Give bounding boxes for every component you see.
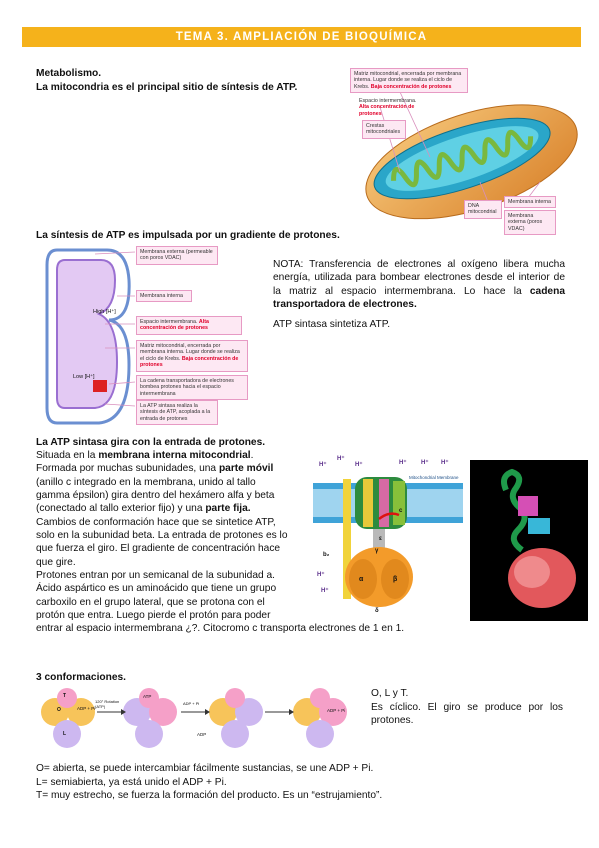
proton-label: H⁺ [337, 456, 345, 462]
delta-label: δ [375, 608, 379, 614]
c-label: c [399, 508, 403, 514]
proton-label: H⁺ [321, 588, 329, 594]
section3-line: (anillo c integrado en la membrana, unido al tallo [36, 477, 256, 488]
note-paragraph: NOTA: Transferencia de electrones al oxígeno libera mucha energía, utilizada para bombear electrones desde el interior de la matriz al espacio intermembrana. Lo hace la cadena transportadora de electrones. [273, 259, 565, 310]
section3-line: que fuerza el giro. El gradiente de concentración hace [36, 543, 281, 554]
cycle-l-label: L [63, 731, 67, 737]
atp-synthase-structure-image [470, 460, 588, 621]
fig2-label-matrix: Matriz mitocondrial, encerrada por membrana interna. Lugar donde se realiza el ciclo de Krebs. Baja concentración de protones [136, 340, 248, 372]
fig1-label-outer: Membrana externa (poros VDAC) [504, 210, 556, 235]
fig1-label-dna: DNA mitocondrial [464, 200, 502, 219]
fig2-low-label: Low [H⁺] [73, 374, 95, 380]
atp-synthase-figure [313, 449, 463, 621]
proton-label: H⁺ [355, 462, 363, 468]
fig2-label-atp: La ATP sintasa realiza la síntesis de ATP, acoplada a la entrada de protones [136, 400, 218, 425]
section3-line: carboxilo en el grupo lateral, que se protona con el [36, 597, 265, 608]
section3-line: (conectado al tallo exterior fijo) y una parte fija. [36, 503, 251, 514]
proton-label: H⁺ [399, 460, 407, 466]
note-atp-line: ATP sintasa sintetiza ATP. [273, 319, 391, 330]
proton-label: H⁺ [319, 462, 327, 468]
fig2-high-label: High [H⁺] [93, 309, 116, 315]
section4-side2: Es cíclico. El giro se produce por los protones. [371, 702, 563, 727]
proton-label: H⁺ [441, 460, 449, 466]
proton-label: H⁺ [421, 460, 429, 466]
section3-line: Formada por muchas subunidades, una parte móvil [36, 463, 274, 474]
fig2-label-space: Espacio intermembrana. Alta concentración de protones [136, 316, 242, 335]
def-l: L= semiabierta, ya está unido el ADP + Pi. [36, 777, 227, 788]
atp-membrane-label: Mitochondrial Membrane [409, 475, 459, 480]
section4-heading: 3 conformaciones. [36, 672, 127, 683]
proton-label: H⁺ [317, 572, 325, 578]
page-header: TEMA 3. AMPLIACIÓN DE BIOQUÍMICA [22, 27, 581, 47]
section3-line: Cambios de conformación hace que se sintetice ATP, [36, 517, 276, 528]
cycle-o-label: O [57, 707, 61, 713]
cycle-step2-label: ADP + Pi [183, 701, 200, 706]
beta-label: β [393, 576, 398, 583]
alpha-label: α [359, 576, 364, 583]
cycle-adp-pi-label: ADP + Pi [77, 706, 96, 711]
mitochondria-figure-1 [340, 62, 580, 232]
fig1-label-inner: Membrana interna [504, 196, 556, 208]
b2-label: b₂ [323, 552, 330, 558]
fig1-label-cristae: Crestas mitocondriales [362, 120, 406, 139]
fig1-label-space: Espacio intermembrana. Alta concentración de protones [359, 98, 417, 117]
section4-side1: O, L y T. [371, 688, 409, 699]
section1-heading: Metabolismo. [36, 68, 102, 79]
def-o: O= abierta, se puede intercambiar fácilmente sustancias, se une ADP + Pi. [36, 763, 374, 774]
section3-line: Protones entran por un semicanal de la subunidad a. [36, 570, 275, 581]
section3-line: que gire. [36, 557, 76, 568]
def-t: T= muy estrecho, se fuerza la formación del producto. Es un “estrujamiento”. [36, 790, 383, 801]
section3-line: entrar al espacio intermembrana ¿?. Citocromo c transporta electrones de 1 en 1. [36, 623, 405, 634]
fig1-label-matrix: Matriz mitocondrial, encerrada por membrana interna. Lugar donde se realiza el ciclo de Krebs. Baja concentración de protones [350, 68, 468, 93]
cycle-adp-pi-label: ADP + Pi [327, 708, 346, 713]
fig2-label-outer: Membrana externa (permeable con poros VDAC) [136, 246, 218, 265]
gamma-label: γ [375, 548, 379, 554]
section3-line: Ácido aspártico es un aminoácido que tiene un grupo [36, 583, 277, 594]
cycle-adp-label: ADP [197, 732, 207, 737]
section3-heading: La ATP sintasa gira con la entrada de protones. [36, 437, 266, 448]
cycle-step1-label: 120° Rotation (ATP) [95, 699, 120, 709]
fig2-label-inner: Membrana interna [136, 290, 192, 302]
cycle-t-label: T [63, 693, 67, 699]
fig2-label-chain: La cadena transportadora de electrones bombea protones hacia el espacio intermembrana [136, 375, 248, 400]
cycle-atp-label: ATP [143, 694, 152, 699]
section3-line: gamma épsilon) gira dentro del hexámero alfa y beta [36, 490, 275, 501]
section3-line: solo en la subunidad beta. La entrada de protones es lo [36, 530, 288, 541]
section3-line: Situada en la membrana interna mitocondrial. [36, 450, 254, 461]
section2-heading: La síntesis de ATP es impulsada por un gradiente de protones. [36, 230, 340, 241]
conformation-cycle-figure [37, 686, 365, 758]
section1-line: La mitocondria es el principal sitio de síntesis de ATP. [36, 82, 298, 93]
mitochondria-figure-2 [35, 244, 265, 430]
section3-line: protón que entra. Luego pierde el protón para poder [36, 610, 271, 621]
epsilon-label: ε [379, 536, 382, 542]
